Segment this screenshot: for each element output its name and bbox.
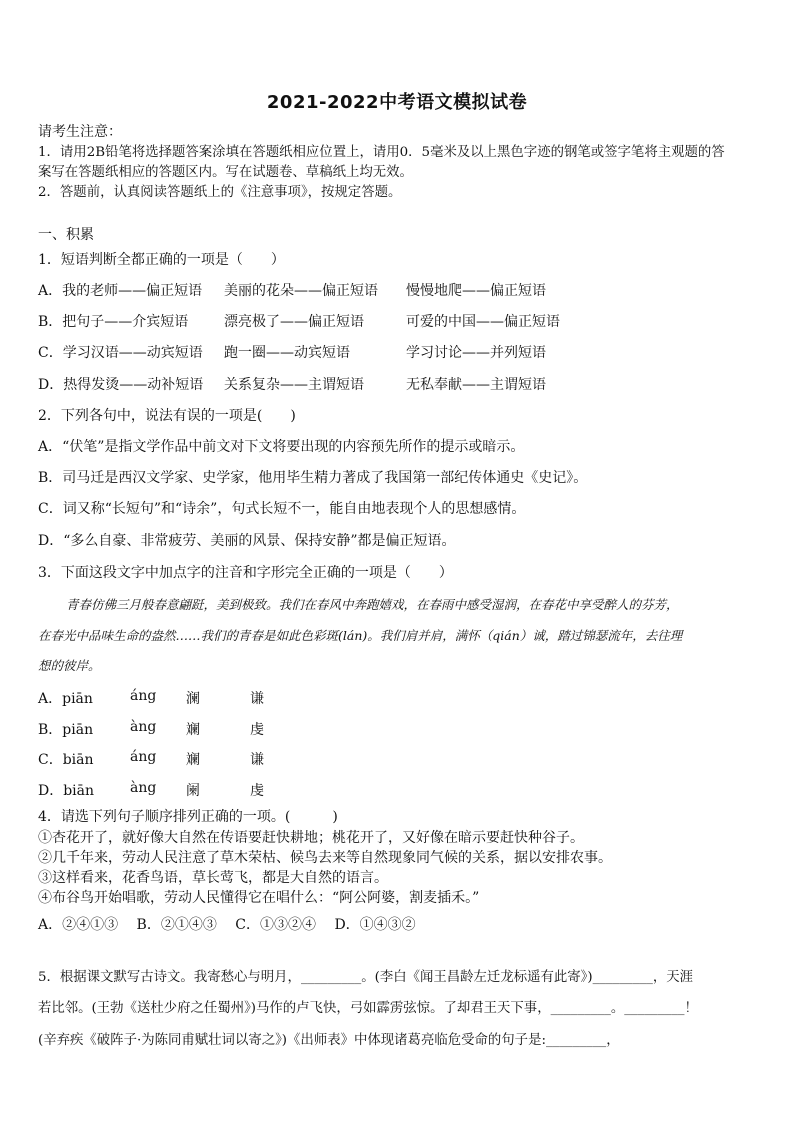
q2-stem: 2．下列各句中，说法有误的一项是( ) <box>38 408 296 424</box>
q1-option-a-2: 美丽的花朵——偏正短语 <box>224 283 378 299</box>
q1-option-d-1: D．热得发烫——动补短语 <box>38 377 204 393</box>
q3-option-a-char1: 澜 <box>186 691 200 707</box>
q3-option-b-pinyin1: B．piān <box>38 722 94 738</box>
q3-option-c-char1: 斓 <box>186 752 200 768</box>
q3-option-d-char1: 阑 <box>186 783 200 799</box>
q4-sentence-3: ③这样看来，花香鸟语，草长莺飞，都是大自然的语言。 <box>38 870 388 886</box>
q2-option-a: A．“伏笔”是指文学作品中前文对下文将要出现的内容预先所作的提示或暗示。 <box>38 439 525 455</box>
q5-line-1: 5．根据课文默写古诗文。我寄愁心与明月，_________。(李白《闻王昌龄左迁龙标遥有此寄》)_________，天涯 <box>38 970 694 985</box>
q3-option-d-pinyin2: àng <box>130 780 157 796</box>
q5-line-2: 若比邻。(王勃《送杜少府之任蜀州》)马作的卢飞快，弓如霹雳弦惊。了却君王天下事，_________。_________！ <box>38 1001 698 1016</box>
q4-options: A．②④①③ B．②①④③ C．①③②④ D．①④③② <box>38 917 416 933</box>
q1-option-b-2: 漂亮极了——偏正短语 <box>224 314 364 330</box>
q1-option-a-1: A．我的老师——偏正短语 <box>38 283 203 299</box>
q3-option-a-pinyin2: áng <box>130 688 157 704</box>
q1-option-c-1: C．学习汉语——动宾短语 <box>38 345 203 361</box>
q5-line-3: (辛弃疾《破阵子·为陈同甫赋壮词以寄之》)《出师表》中体现诸葛亮临危受命的句子是:_________， <box>38 1033 620 1048</box>
q1-option-c-3: 学习讨论——并列短语 <box>406 345 546 361</box>
q1-option-b-1: B．把句子——介宾短语 <box>38 314 189 330</box>
q3-option-c-pinyin1: C．biān <box>38 752 94 768</box>
q4-sentence-4: ④布谷鸟开始唱歌，劳动人民懂得它在唱什么：“阿公阿婆，割麦插禾。” <box>38 890 480 906</box>
q4-stem: 4．请选下列句子顺序排列正确的一项。( ) <box>38 809 338 825</box>
q3-passage-line-1: 青春仿佛三月般春意翩跹，美到极致。我们在春风中奔跑嬉戏，在春雨中感受湿润，在春花中享受醉人的芬芳， <box>66 597 679 612</box>
q1-option-a-3: 慢慢地爬——偏正短语 <box>406 283 546 299</box>
q3-option-b-pinyin2: àng <box>130 719 157 735</box>
q1-stem: 1．短语判断全都正确的一项是（ ） <box>38 252 285 268</box>
q3-option-a-pinyin1: A．piān <box>38 691 93 707</box>
q3-option-d-char2: 虔 <box>250 783 264 799</box>
q3-option-c-pinyin2: áng <box>130 749 157 765</box>
q2-option-c: C．词又称“长短句”和“诗余”，句式长短不一，能自由地表现个人的思想感情。 <box>38 501 526 517</box>
notice-line-3: 2．答题前，认真阅读答题纸上的《注意事项》，按规定答题。 <box>38 185 402 200</box>
q3-option-b-char2: 虔 <box>250 722 264 738</box>
q3-passage-line-3: 想的彼岸。 <box>38 658 101 673</box>
q2-option-b: B．司马迁是西汉文学家、史学家，他用毕生精力著成了我国第一部纪传体通史《史记》。 <box>38 470 588 486</box>
q4-sentence-1: ①杏花开了，就好像大自然在传语要赶快耕地；桃花开了，又好像在暗示要赶快种谷子。 <box>38 830 584 846</box>
q3-option-d-pinyin1: D．biān <box>38 783 95 799</box>
q1-option-c-2: 跑一圈——动宾短语 <box>224 345 350 361</box>
q3-passage-line-2: 在春光中品味生命的盎然……我们的青春是如此色彩斑(lán)。我们肩并肩，满怀（qián）诚，踏过锦瑟流年，去往理 <box>38 628 683 643</box>
q3-stem: 3．下面这段文字中加点字的注音和字形完全正确的一项是（ ） <box>38 565 453 581</box>
q4-sentence-2: ②几千年来，劳动人民注意了草木荣枯、候鸟去来等自然现象同气候的关系，据以安排农事。 <box>38 850 612 866</box>
q3-option-a-char2: 谦 <box>250 691 264 707</box>
section-heading: 一、积累 <box>38 227 94 243</box>
notice-line-1: 1．请用2B铅笔将选择题答案涂填在答题纸相应位置上，请用0．5毫米及以上黑色字迹的钢笔或签字笔将主观题的答 <box>38 145 725 160</box>
notice-line-2: 案写在答题纸相应的答题区内。写在试题卷、草稿纸上均无效。 <box>38 165 413 180</box>
q3-option-c-char2: 谦 <box>250 752 264 768</box>
q1-option-d-2: 关系复杂——主谓短语 <box>224 377 364 393</box>
q1-option-b-3: 可爱的中国——偏正短语 <box>406 314 560 330</box>
page-title: 2021-2022中考语文模拟试卷 <box>266 92 528 113</box>
notice-heading: 请考生注意： <box>38 124 122 140</box>
q2-option-d: D．“多么自豪、非常疲劳、美丽的风景、保持安静”都是偏正短语。 <box>38 533 456 549</box>
q1-option-d-3: 无私奉献——主谓短语 <box>406 377 546 393</box>
q3-option-b-char1: 斓 <box>186 722 200 738</box>
